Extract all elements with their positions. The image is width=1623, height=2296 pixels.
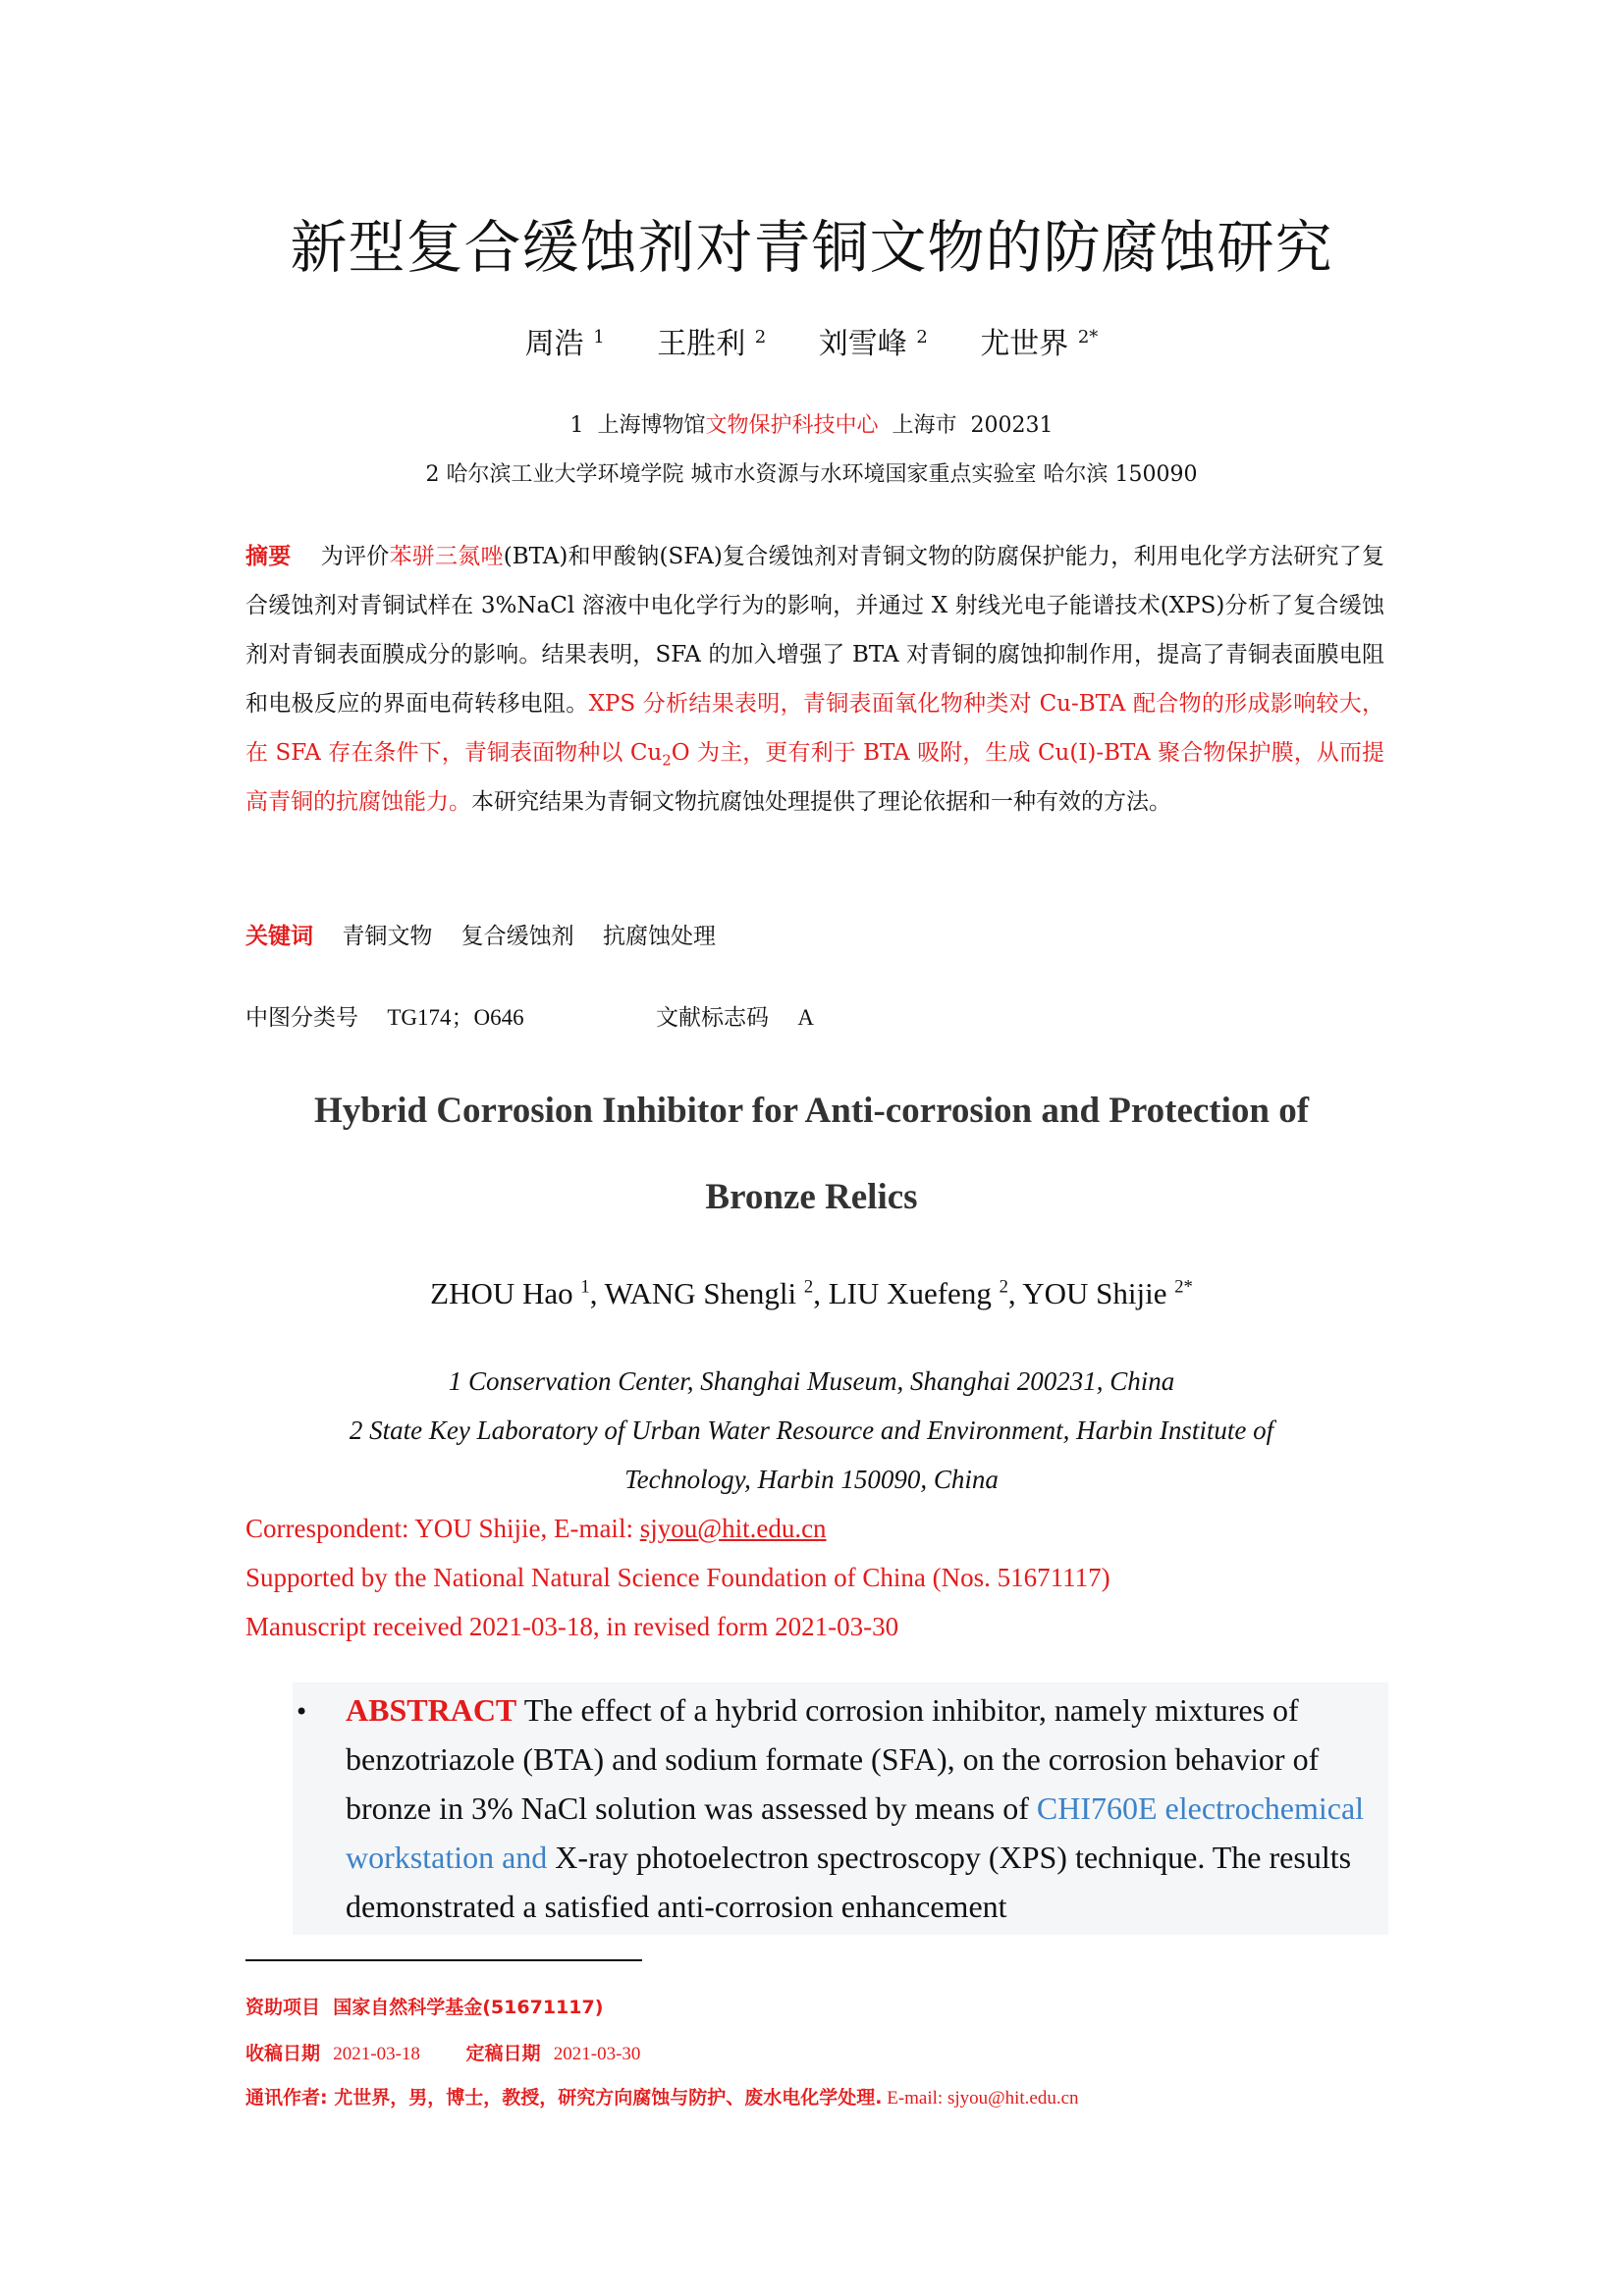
abstract-en-label: ABSTRACT [346, 1692, 517, 1728]
abstract-en: ABSTRACT The effect of a hybrid corrosion inhibitor, namely mixtures of benzotriazole (BTA) and sodium formate (SFA), on the corrosion behavior of bronze in 3% NaCl solution was assessed by means of CHI760E electrochemical workstation and X-ray photoelectron spectroscopy (XPS) technique. The results demonstrated a satisfied anti-corrosion enhancement [346, 1692, 1365, 1924]
keywords-cn [245, 918, 716, 950]
bullet-icon: • [295, 1698, 309, 1726]
affiliation-en-2-line1: 2 State Key Laboratory of Urban Water Resource and Environment, Harbin Institute of [349, 1415, 1274, 1445]
affiliation-en-1: 1 Conservation Center, Shanghai Museum, Shanghai 200231, China [448, 1366, 1175, 1396]
page-title-en-line2: Bronze Relics [705, 1177, 918, 1217]
footnote-funding: 资助项目 国家自然科学基金(51671117) [245, 1997, 604, 2018]
abstract-cn-label: 摘要 [245, 543, 292, 569]
keywords-cn-label: 关键词 [245, 923, 313, 949]
author-list-en [0, 1276, 1623, 1311]
classification-row [245, 999, 524, 1032]
affiliation-en-2-line2: Technology, Harbin 150090, China [624, 1465, 999, 1494]
author-en-2: WANG Shengli $^2$, [604, 1276, 829, 1310]
author-list-cn [0, 319, 1623, 362]
support-line: Supported by the National Natural Science Foundation of China (Nos. 51671117) [245, 1563, 1110, 1592]
author-en-4: YOU Shijie $^{2*}$ [1022, 1276, 1193, 1310]
manuscript-line: Manuscript received 2021-03-18, in revised form 2021-03-30 [245, 1612, 899, 1641]
clc-value: TG174；O646 [387, 1005, 524, 1030]
author-en-3: LIU Xuefeng $^2$, [828, 1276, 1023, 1310]
abstract-cn: 摘要 为评价苯骈三氮唑(BTA)和甲酸钠(SFA)复合缓蚀剂对青铜文物的防腐保护能力，利用电化学方法研究了复合缓蚀剂对青铜试样在 3%NaCl 溶液中电化学行为的影响，并通过 X 射线光电子能谱技术(XPS)分析了复合缓蚀剂对青铜表面膜成分的影响。结果表明，SFA 的加入增强了 BTA 对青铜的腐蚀抑制作用，提高了青铜表面膜电阻和电极反应的界面电荷转移电阻。XPS 分析结果表明，青铜表面氧化物种类对 Cu-BTA 配合物的形成影响较大，在 SFA 存在条件下，青铜表面物种以 $Cu_2O$ 为主，更有利于 BTA 吸附，生成 Cu(I)-BTA 聚合物保护膜，从而提高青铜的抗腐蚀能力。本研究结果为青铜文物抗腐蚀处理提供了理论依据和一种有效的方法。 [245, 543, 1385, 815]
page-title-en-line1: Hybrid Corrosion Inhibitor for Anti-corrosion and Protection of [313, 1091, 1310, 1131]
author-en-1: ZHOU Hao $^1$, [430, 1276, 605, 1310]
keyword-2: 复合缓蚀剂 [460, 924, 574, 949]
clc-label: 中图分类号 [245, 1005, 358, 1031]
footnote-correspondent: 通讯作者: 尤世界，男，博士，教授，研究方向腐蚀与防护、废水电化学处理. E-mail: sjyou@hit.edu.cn [245, 2087, 1079, 2109]
footnote-divider [245, 1959, 642, 1961]
author-cn-1: 周浩 $^1$ [524, 327, 605, 361]
footnote-dates: 收稿日期 2021-03-18 定稿日期 2021-03-30 [245, 2043, 641, 2064]
author-cn-2: 王胜利 $^2$ [657, 327, 767, 361]
doc-code-row [656, 999, 814, 1032]
doc-code-label: 文献标志码 [656, 1005, 769, 1031]
author-cn-4: 尤世界 $^{2*}$ [980, 327, 1099, 361]
affiliation-cn-2: 2 哈尔滨工业大学环境学院 城市水资源与水环境国家重点实验室 哈尔滨 150090 [425, 462, 1198, 487]
correspondent-email-link[interactable]: sjyou@hit.edu.cn [639, 1514, 827, 1543]
keyword-1: 青铜文物 [342, 924, 433, 949]
page-title-cn: 新型复合缓蚀剂对青铜文物的防腐蚀研究 [290, 214, 1333, 281]
correspondent-line: Correspondent: YOU Shijie, E-mail: sjyou@hit.edu.cn [245, 1514, 827, 1543]
affiliation-cn-1: 1 上海博物馆文物保护科技中心 上海市 200231 [569, 413, 1054, 438]
keyword-3: 抗腐蚀处理 [602, 924, 716, 949]
doc-code-value: A [797, 1005, 814, 1030]
author-cn-3: 刘雪峰 $^2$ [818, 327, 928, 361]
